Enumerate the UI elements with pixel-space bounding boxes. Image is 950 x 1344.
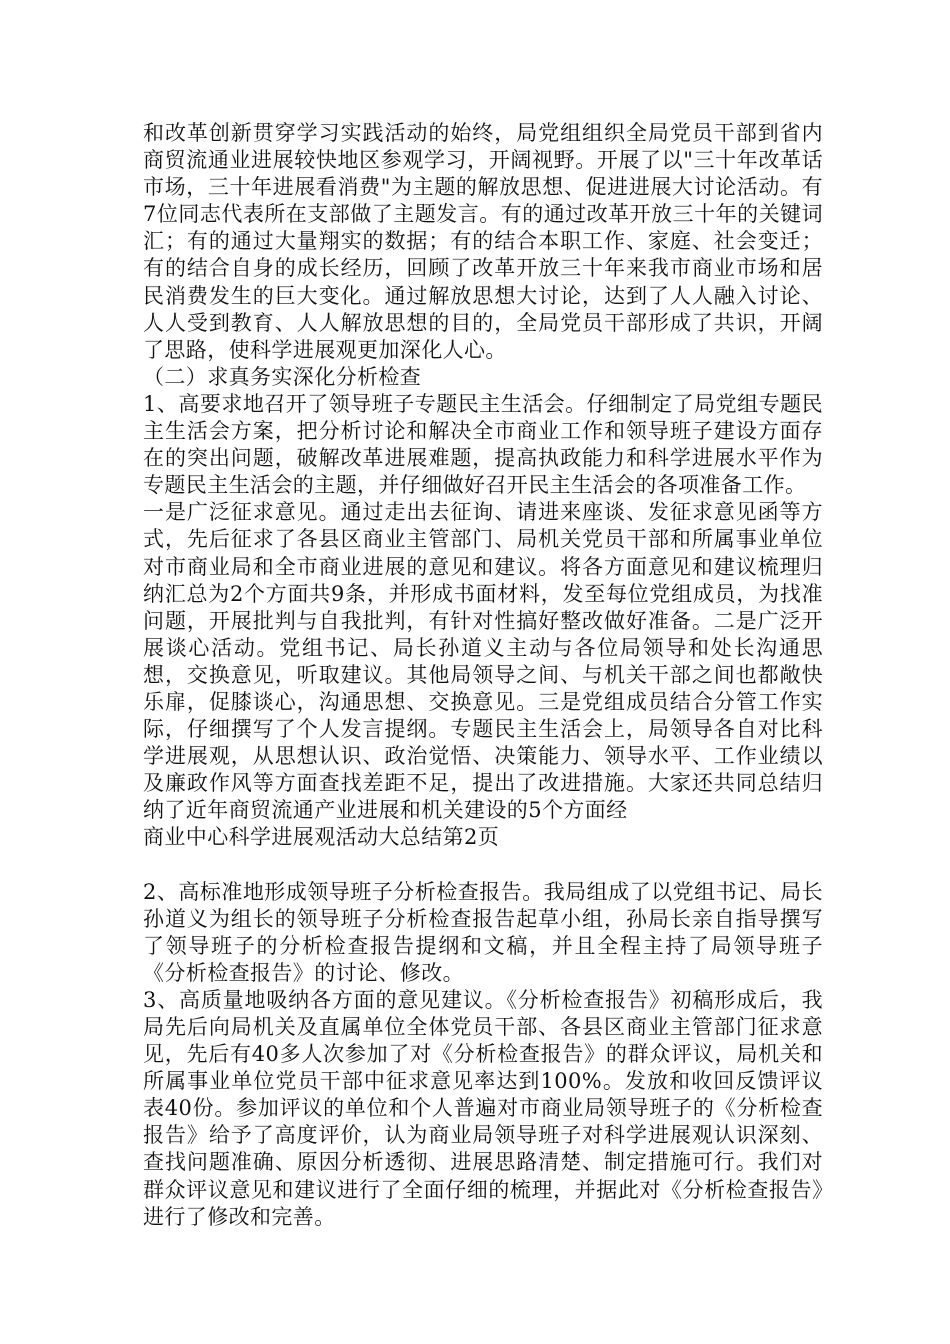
document-body <box>143 120 823 1231</box>
section-heading-analysis: （二）求真务实深化分析检查 <box>143 364 422 389</box>
blank-line <box>143 852 823 879</box>
paragraph-democratic-meeting: 1、高要求地召开了领导班子专题民主生活会。仔细制定了局党组专题民主生活会方案，把分析讨论和解决全市商业工作和领导班子建设方面存在的突出问题，破解改革进展难题，提高执政能力和科学进展水平作为专题民主生活会的主题，并仔细做好召开民主生活会的各项准备工作。 <box>143 391 823 498</box>
paragraph-study-activities: 和改革创新贯穿学习实践活动的始终，局党组组织全局党员干部到省内商贸流通业进展较快地区参观学习，开阔视野。开展了以"三十年改革话市场，三十年进展看消费"为主题的解放思想、促进进展大讨论活动。有7位同志代表所在支部做了主题发言。有的通过改革开放三十年的关键词汇；有的通过大量翔实的数据；有的结合本职工作、家庭、社会变迁；有的结合自身的成长经历，回顾了改革开放三十年来我市商业市场和居民消费发生的巨大变化。通过解放思想大讨论，达到了人人融入讨论、人人受到教育、人人解放思想的目的，全局党员干部形成了共识，开阔了思路，使科学进展观更加深化人心。 <box>143 121 823 362</box>
paragraph-analysis-report: 2、高标准地形成领导班子分析检查报告。我局组成了以党组书记、局长孙道义为组长的领导班子分析检查报告起草小组，孙局长亲自指导撰写了领导班子的分析检查报告提纲和文稿，并且全程主持了局领导班子《分析检查报告》的讨论、修改。 <box>143 879 823 985</box>
paragraph-feedback: 3、高质量地吸纳各方面的意见建议。《分析检查报告》初稿形成后，我局先后向局机关及直属单位全体党员干部、各县区商业主管部门征求意见，先后有40多人次参加了对《分析检查报告》的群众评议，局机关和所属事业单位党员干部中征求意见率达到100%。发放和收回反馈评议表40份。参加评议的单位和个人普遍对市商业局领导班子的《分析检查报告》给予了高度评价，认为商业局领导班子对科学进展观认识深刻、查找问题准确、原因分析透彻、进展思路清楚、制定措施可行。我们对群众评议意见和建议进行了全面仔细的梳理，并据此对《分析检查报告》进行了修改和完善。 <box>143 987 823 1229</box>
paragraph-soliciting-opinions: 一是广泛征求意见。通过走出去征询、请进来座谈、发征求意见函等方式，先后征求了各县区商业主管部门、局机关党员干部和所属事业单位对市商业局和全市商业进展的意见和建议。将各方面意见和建议梳理归纳汇总为2个方面共9条，并形成书面材料，发至每位党组成员，为找准问题，开展批判与自我批判，有针对性搞好整改做好准备。二是广泛开展谈心活动。党组书记、局长孙道义主动与各位局领导和处长沟通思想，交换意见，听取建议。其他局领导之间、与机关干部之间也都敞快乐扉，促膝谈心，沟通思想、交换意见。三是党组成员结合分管工作实际，仔细撰写了个人发言提纲。专题民主生活会上，局领导各自对比科学进展观，从思想认识、政治觉悟、决策能力、领导水平、工作业绩以及廉政作风等方面查找差距不足，提出了改进措施。大家还共同总结归纳了近年商贸流通产业进展和机关建设的5个方面经 <box>143 500 823 823</box>
page-footer-title: 商业中心科学进展观活动大总结第2页 <box>143 825 500 850</box>
